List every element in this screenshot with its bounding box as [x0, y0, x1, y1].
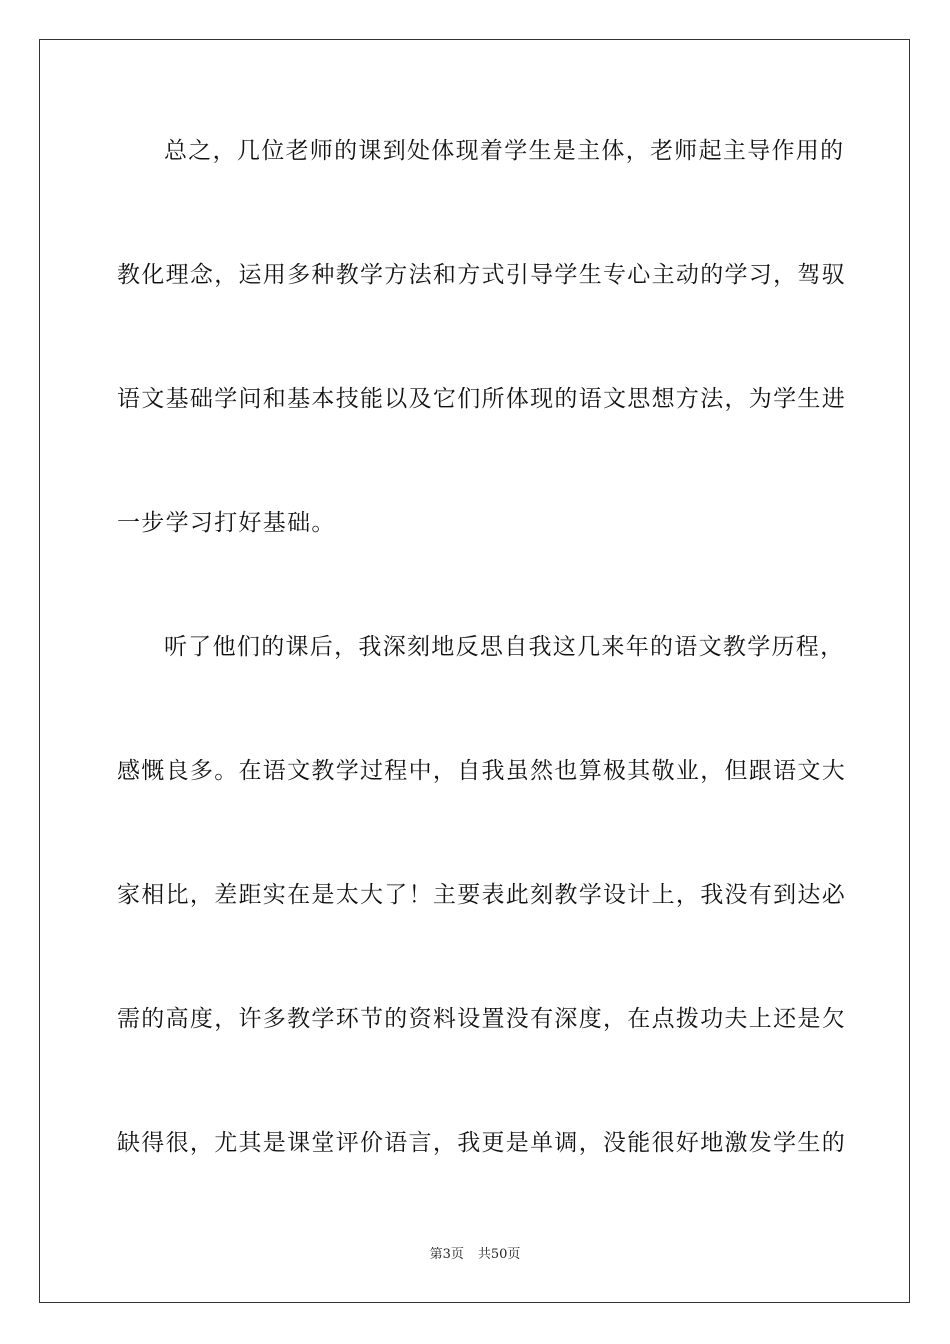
paragraph-line: 一步学习打好基础。	[117, 510, 336, 536]
paragraph-line: 总之，几位老师的课到处体现着学生是主体，老师起主导作用的	[164, 138, 845, 164]
paragraph-line: 需的高度，许多教学环节的资料设置没有深度，在点拨功夫上还是欠	[117, 1006, 846, 1032]
page-total: 共50页	[477, 1247, 521, 1262]
page-footer	[0, 1246, 950, 1264]
paragraph-line: 缺得很，尤其是课堂评价语言，我更是单调，没能很好地激发学生的	[117, 1130, 846, 1156]
paragraph-line: 家相比，差距实在是太大了！主要表此刻教学设计上，我没有到达必	[117, 882, 846, 908]
paragraph-line: 教化理念，运用多种教学方法和方式引导学生专心主动的学习，驾驭	[117, 262, 846, 288]
paragraph-line: 听了他们的课后，我深刻地反思自我这几来年的语文教学历程，	[164, 634, 845, 660]
page-border	[39, 39, 910, 1303]
paragraph-line: 感慨良多。在语文教学过程中，自我虽然也算极其敬业，但跟语文大	[117, 758, 846, 784]
paragraph-line: 语文基础学问和基本技能以及它们所体现的语文思想方法，为学生进	[117, 386, 846, 412]
page-number: 第3页	[429, 1247, 464, 1262]
